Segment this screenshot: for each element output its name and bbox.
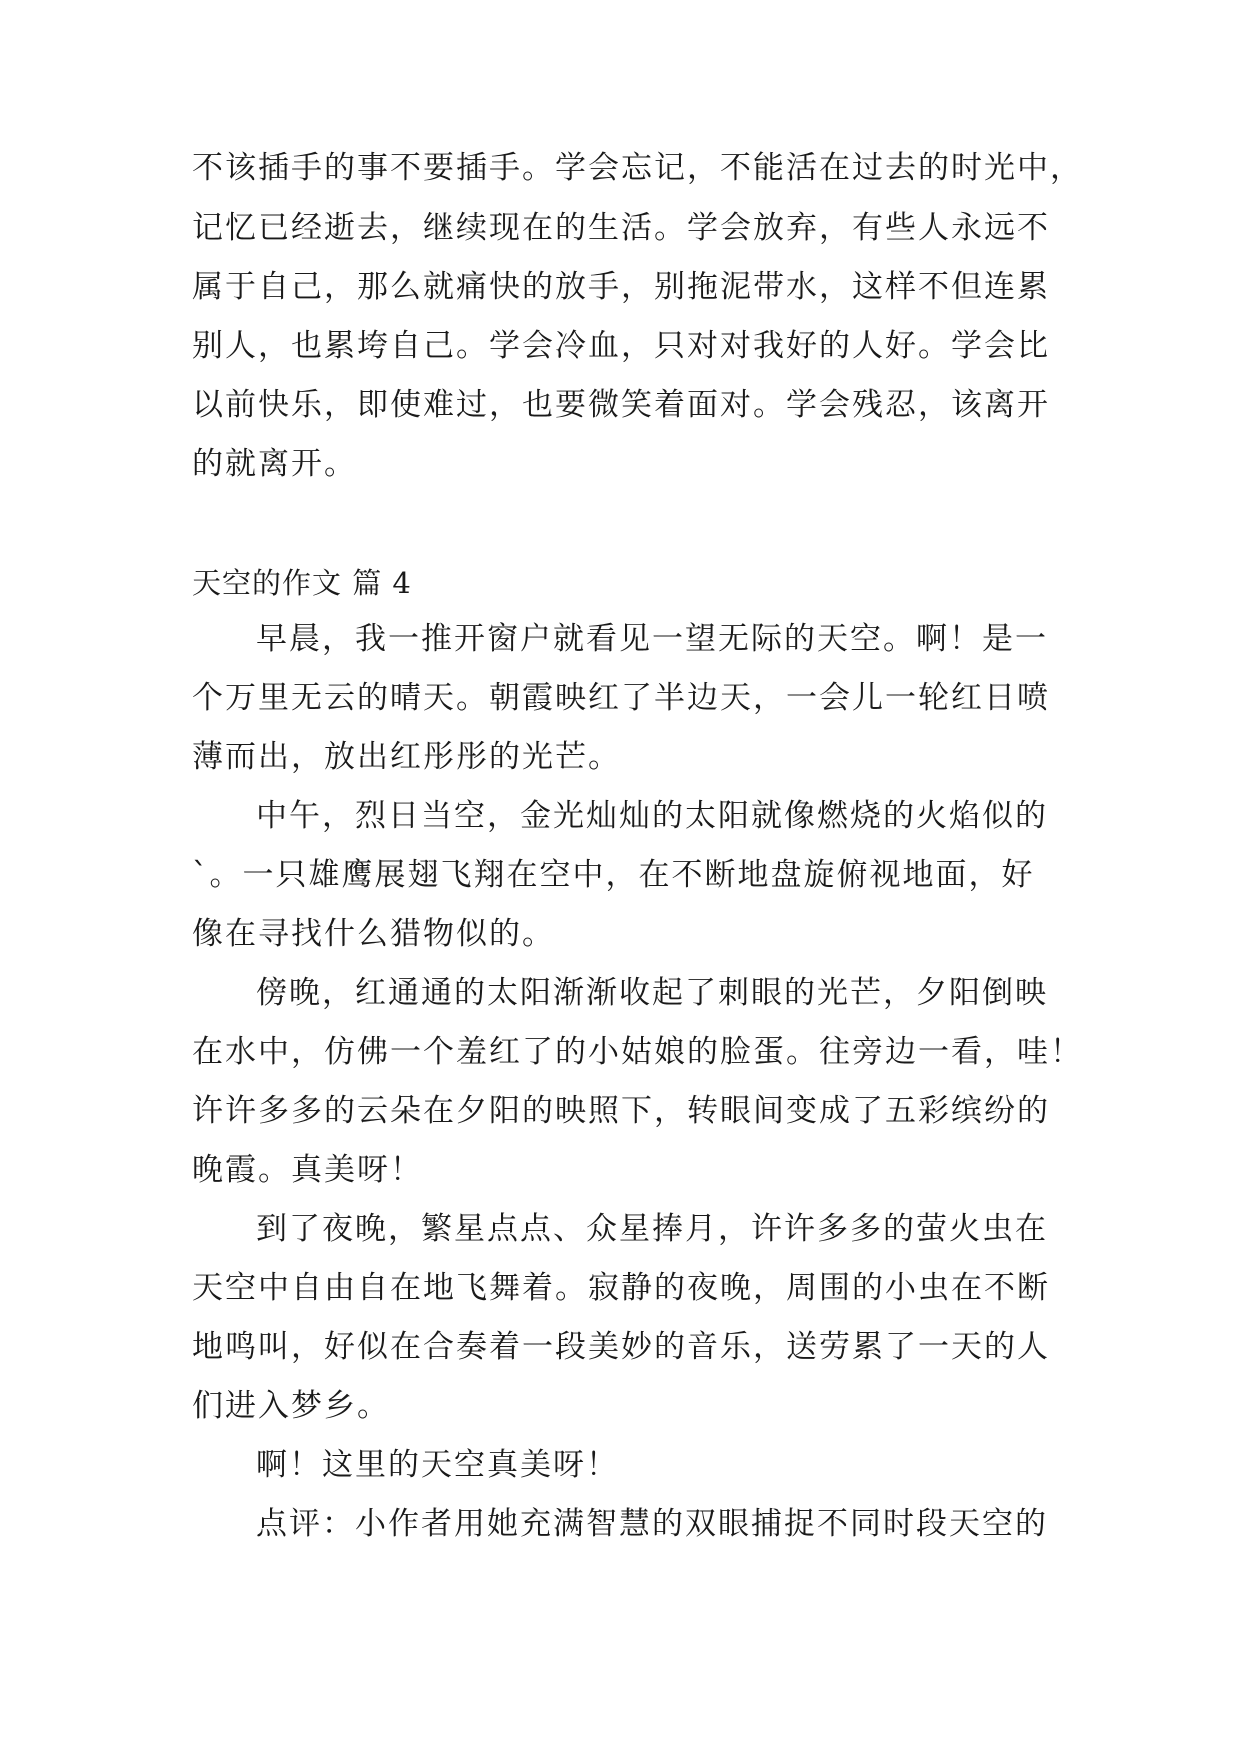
paragraph-line: 早晨，我一推开窗户就看见一望无际的天空。啊！是一 (256, 621, 1048, 657)
paragraph-line: 属于自己，那么就痛快的放手，别拖泥带水，这样不但连累 (192, 269, 1050, 305)
paragraph-line: 到了夜晚，繁星点点、众星捧月，许许多多的萤火虫在 (256, 1211, 1048, 1247)
paragraph-line: 点评：小作者用她充满智慧的双眼捕捉不同时段天空的 (256, 1506, 1048, 1542)
paragraph-line: 晚霞。真美呀！ (192, 1152, 423, 1188)
paragraph-line: 许许多多的云朵在夕阳的映照下，转眼间变成了五彩缤纷的 (192, 1093, 1050, 1129)
paragraph-line: 地鸣叫，好似在合奏着一段美妙的音乐，送劳累了一天的人 (192, 1329, 1050, 1365)
paragraph-line: 天空中自由自在地飞舞着。寂静的夜晚，周围的小虫在不断 (192, 1270, 1050, 1306)
paragraph-line: 们进入梦乡。 (192, 1388, 390, 1424)
paragraph-line: 不该插手的事不要插手。学会忘记，不能活在过去的时光中， (192, 150, 1083, 186)
paragraph-line: 像在寻找什么猎物似的。 (192, 916, 555, 952)
section-heading: 天空的作文 篇 4 (192, 566, 412, 600)
paragraph-line: 傍晚，红通通的太阳渐渐收起了刺眼的光芒，夕阳倒映 (256, 975, 1048, 1011)
paragraph-line: 在水中，仿佛一个羞红了的小姑娘的脸蛋。往旁边一看，哇！ (192, 1034, 1083, 1070)
paragraph-line: 以前快乐，即使难过，也要微笑着面对。学会残忍，该离开 (192, 387, 1050, 423)
paragraph-line: `。一只雄鹰展翅飞翔在空中，在不断地盘旋俯视地面，好 (192, 857, 1035, 893)
paragraph-line: 记忆已经逝去，继续现在的生活。学会放弃，有些人永远不 (192, 210, 1050, 246)
paragraph-line: 别人，也累垮自己。学会冷血，只对对我好的人好。学会比 (192, 328, 1050, 364)
paragraph-line: 个万里无云的晴天。朝霞映红了半边天，一会儿一轮红日喷 (192, 680, 1050, 716)
paragraph-line: 的就离开。 (192, 446, 357, 482)
paragraph-line: 中午，烈日当空，金光灿灿的太阳就像燃烧的火焰似的 (256, 798, 1048, 834)
paragraph-line: 薄而出，放出红彤彤的光芒。 (192, 739, 621, 775)
paragraph-line: 啊！这里的天空真美呀！ (256, 1447, 619, 1483)
